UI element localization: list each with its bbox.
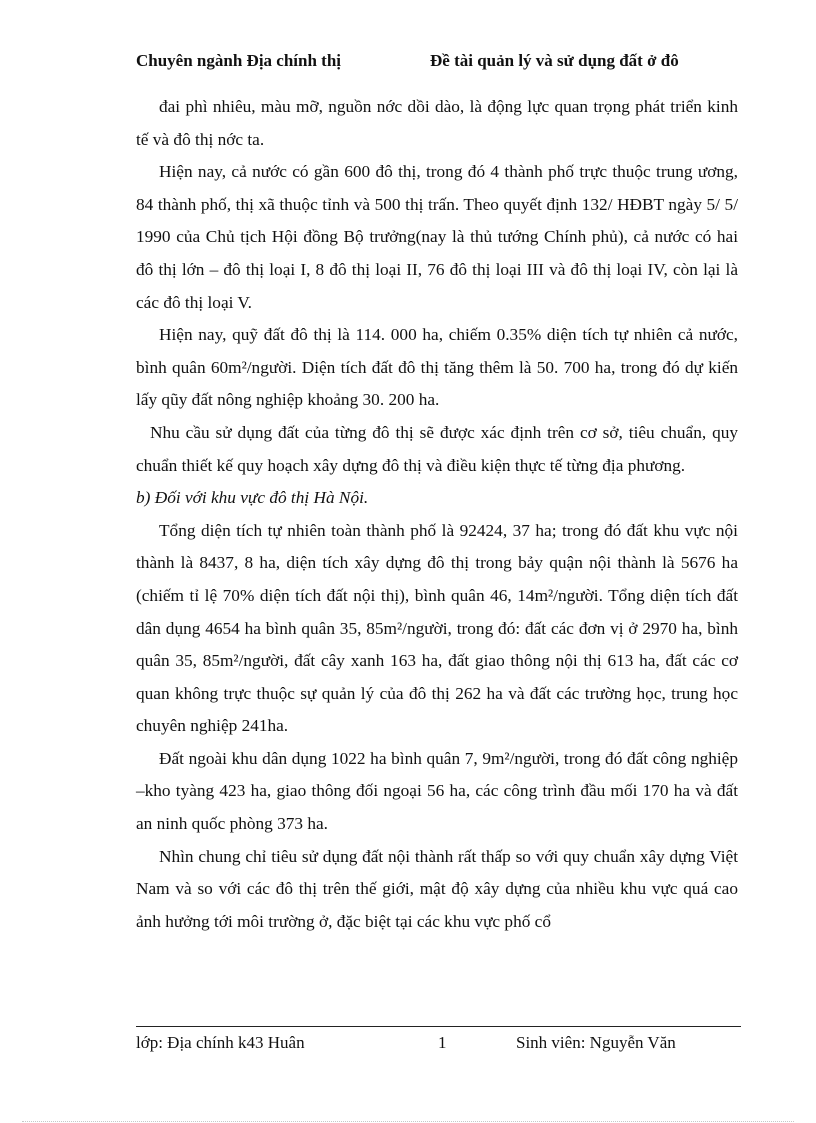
paragraph-2: Hiện nay, cả nước có gần 600 đô thị, trong đó 4 thành phố trực thuộc trung ương, 84 thành phố, thị xã thuộc tỉnh và 500 thị trấn. Theo quyết định 132/ HĐBT ngày 5/ 5/ 1990 của Chủ tịch Hội đồng Bộ trưởng(nay là thủ tướng Chính phủ), cả nước có hai đô thị lớn – đô thị loại I, 8 đô thị loại II, 76 đô thị loại III và đô thị loại IV, còn lại là các đô thị loại V.	[136, 162, 738, 312]
header-left: Chuyên ngành Địa chính thị	[136, 51, 342, 70]
header-right: Đề tài quản lý và sử dụng đất ở đô	[430, 51, 679, 70]
paragraph-5: Tổng diện tích tự nhiên toàn thành phố là 92424, 37 ha; trong đó đất khu vực nội thành là 8437, 8 ha, diện tích xây dựng đô thị trong bảy quận nội thành là 5676 ha (chiếm tỉ lệ 70% diện tích đất nội thị), bình quân 46, 14m²/người. Tổng diện tích đất dân dụng 4654 ha bình quân 35, 85m²/người, trong đó: đất các đơn vị ở 2970 ha, bình quân 35, 85m²/người, đất cây xanh 163 ha, đất giao thông nội thị 613 ha, đất các cơ quan không trực thuộc sự quản lý của đô thị 262 ha và đất các trường học, trung học chuyên nghiệp 241ha.	[136, 520, 738, 736]
paragraph-4: Nhu cầu sử dụng đất của từng đô thị sẽ được xác định trên cơ sở, tiêu chuẩn, quy chuẩn thiết kế quy hoạch xây dựng đô thị và điều kiện thực tế từng địa phương.	[136, 422, 738, 475]
footer-divider	[136, 1026, 741, 1027]
page-edge-divider	[22, 1121, 794, 1122]
paragraph-3: Hiện nay, quỹ đất đô thị là 114. 000 ha, chiếm 0.35% diện tích tự nhiên cả nước, bình quân 60m²/người. Diện tích đất đô thị tăng thêm là 50. 700 ha, trong đó dự kiến lấy qũy đất nông nghiệp khoảng 30. 200 ha.	[136, 325, 738, 410]
document-body	[136, 91, 738, 938]
footer-class: lớp: Địa chính k43 Huân	[136, 1033, 305, 1052]
section-heading: b) Đối với khu vực đô thị Hà Nội.	[136, 488, 369, 508]
paragraph-7: Nhìn chung chỉ tiêu sử dụng đất nội thành rất thấp so với quy chuẩn xây dựng Việt Nam và so với các đô thị trên thế giới, mật độ xây dựng của nhiều khu vực quá cao ảnh hưởng tới môi trường ở, đặc biệt tại các khu vực phố cổ	[136, 846, 738, 931]
footer-student: Sinh viên: Nguyễn Văn	[516, 1033, 676, 1052]
paragraph-6: Đất ngoài khu dân dụng 1022 ha bình quân 7, 9m²/người, trong đó đất công nghiệp –kho tyàng 423 ha, giao thông đối ngoại 56 ha, các công trình đầu mối 170 ha và đất an ninh quốc phòng 373 ha.	[136, 748, 738, 834]
page-number: 1	[438, 1033, 447, 1052]
paragraph-1: đai phì nhiêu, màu mỡ, nguồn nớc dồi dào, là động lực quan trọng phát triển kinh tế và đô thị nớc ta.	[136, 97, 738, 149]
